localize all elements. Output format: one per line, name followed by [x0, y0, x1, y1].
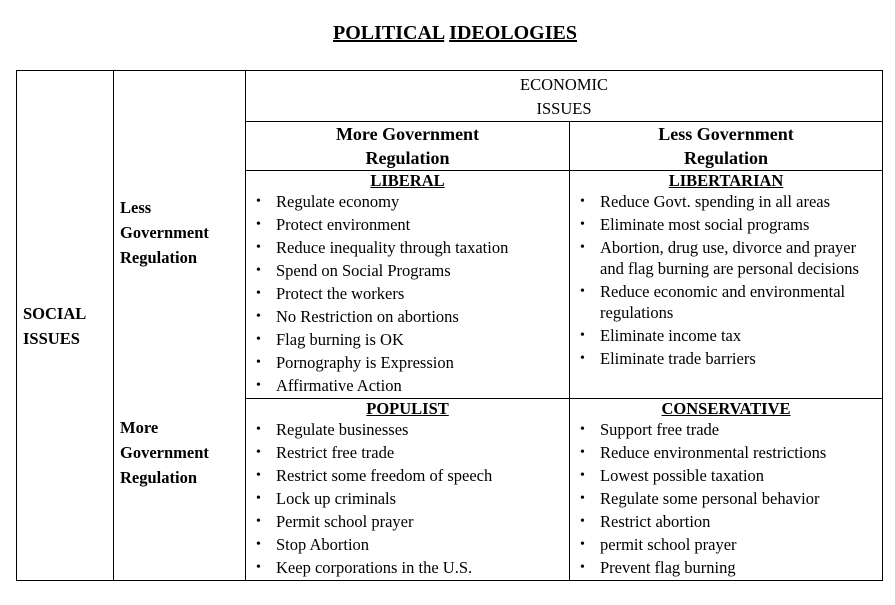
list-item: • Lowest possible taxation — [578, 465, 882, 486]
more-line3: Regulation — [120, 468, 198, 487]
list-item: • Regulate economy — [254, 191, 569, 212]
issues-label: ISSUES — [536, 99, 592, 118]
title-word-ideologies: IDEOLOGIES — [449, 22, 577, 44]
list-item: • Restrict abortion — [578, 511, 882, 532]
list-item: • Prevent flag burning — [578, 557, 882, 578]
economic-issues-header — [246, 71, 883, 122]
list-item: • Regulate businesses — [254, 419, 569, 440]
list-item: • Reduce inequality through taxation — [254, 237, 569, 258]
list-item: • Affirmative Action — [254, 375, 569, 396]
list-item: • Reduce economic and environmental regulations — [578, 281, 882, 323]
ideologies-table — [16, 70, 883, 581]
less-gov-label: Less Government — [658, 124, 794, 144]
libertarian-cell — [570, 171, 883, 399]
list-item: • Regulate some personal behavior — [578, 488, 882, 509]
libertarian-list — [570, 191, 882, 369]
more-line2: Government — [120, 443, 209, 462]
social-issues-label — [17, 71, 114, 581]
less-line1: Less — [120, 198, 152, 217]
list-item: • Support free trade — [578, 419, 882, 440]
conservative-list — [570, 419, 882, 578]
more-government-regulation-row-label — [120, 415, 209, 490]
economic-label: ECONOMIC — [520, 75, 609, 94]
populist-list — [246, 419, 569, 578]
populist-cell — [246, 399, 570, 581]
list-item: • No Restriction on abortions — [254, 306, 569, 327]
list-item: • Eliminate trade barriers — [578, 348, 882, 369]
list-item: • Abortion, drug use, divorce and prayer and flag burning are personal decisions — [578, 237, 882, 279]
list-item: • Flag burning is OK — [254, 329, 569, 350]
social-line2: ISSUES — [23, 328, 80, 348]
more-line1: More — [120, 418, 159, 437]
list-item: • Stop Abortion — [254, 534, 569, 555]
regulation-label: Regulation — [684, 148, 769, 168]
list-item: • Lock up criminals — [254, 488, 569, 509]
libertarian-title: LIBERTARIAN — [668, 171, 784, 190]
list-item: • Restrict some freedom of speech — [254, 465, 569, 486]
title-word-political: POLITICAL — [333, 22, 445, 44]
list-item: • Keep corporations in the U.S. — [254, 557, 569, 578]
social-line1: SOCIAL — [23, 303, 87, 323]
list-item: • Permit school prayer — [254, 511, 569, 532]
list-item: • Pornography is Expression — [254, 352, 569, 373]
regulation-label: Regulation — [365, 148, 450, 168]
list-item: • Spend on Social Programs — [254, 260, 569, 281]
row-labels — [114, 71, 246, 581]
liberal-title: LIBERAL — [370, 171, 445, 190]
less-government-regulation-header — [570, 122, 883, 171]
list-item: • permit school prayer — [578, 534, 882, 555]
less-line2: Government — [120, 223, 209, 242]
populist-title: POPULIST — [366, 399, 449, 418]
conservative-title: CONSERVATIVE — [661, 399, 791, 418]
list-item: • Eliminate income tax — [578, 325, 882, 346]
list-item: • Reduce Govt. spending in all areas — [578, 191, 882, 212]
list-item: • Protect the workers — [254, 283, 569, 304]
list-item: • Reduce environmental restrictions — [578, 442, 882, 463]
less-line3: Regulation — [120, 248, 198, 267]
liberal-cell — [246, 171, 570, 399]
list-item: • Eliminate most social programs — [578, 214, 882, 235]
more-government-regulation-header — [246, 122, 570, 171]
liberal-list — [246, 191, 569, 396]
page-title — [0, 22, 895, 45]
less-government-regulation-row-label — [120, 195, 209, 270]
more-gov-label: More Government — [335, 124, 480, 144]
list-item: • Protect environment — [254, 214, 569, 235]
conservative-cell — [570, 399, 883, 581]
list-item: • Restrict free trade — [254, 442, 569, 463]
